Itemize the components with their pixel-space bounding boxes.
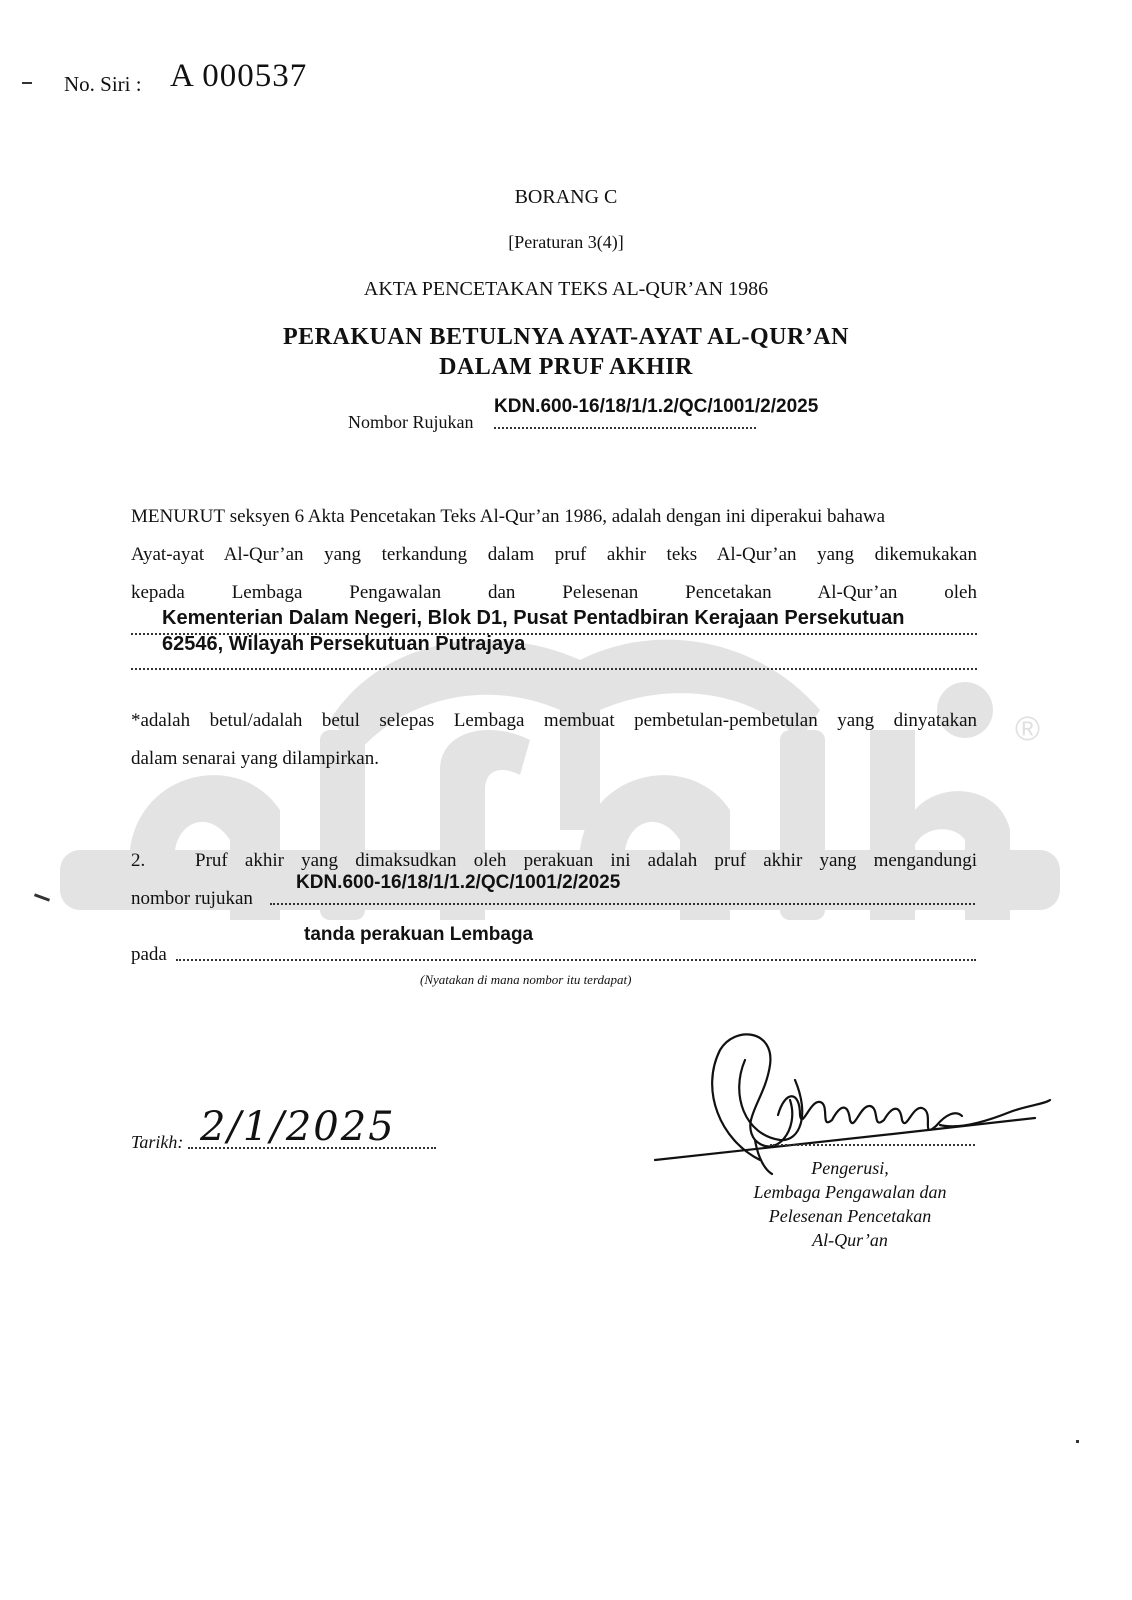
paragraph3-line1-text: Pruf akhir yang dimaksudkan oleh perakuan ini adalah pruf akhir yang mengandungi xyxy=(195,850,977,871)
signatory-org-line1: Lembaga Pengawalan dan xyxy=(753,1182,947,1202)
form-name: BORANG C xyxy=(514,186,618,208)
handwritten-date: 2/1/2025 xyxy=(200,1104,396,1150)
paragraph3-reference-dotted-line xyxy=(270,902,975,905)
signatory-org-line3: Al-Qur’an xyxy=(812,1230,888,1250)
location-dotted-line xyxy=(176,958,976,961)
paragraph1-line3: kepada Lembaga Pengawalan dan Pelesenan Pencetakan Al-Qur’an oleh xyxy=(131,582,977,603)
certificate-title-line2: DALAM PRUF AKHIR xyxy=(439,354,693,380)
location-label: pada xyxy=(131,944,167,965)
signatory-title: Pengerusi, xyxy=(811,1158,889,1178)
reference-number-value: KDN.600-16/18/1/1.2/QC/1001/2/2025 xyxy=(494,396,819,417)
reference-label: Nombor Rujukan xyxy=(348,412,474,432)
paragraph1-lead-word: MENURUT xyxy=(131,506,225,527)
location-value: tanda perakuan Lembaga xyxy=(304,924,534,945)
serial-number: A 000537 xyxy=(170,58,308,94)
organization-dotted-line-2 xyxy=(131,667,977,670)
signature-dotted-line xyxy=(770,1143,975,1146)
scan-mark xyxy=(1076,1440,1079,1443)
paragraph3-reference-label: nombor rujukan xyxy=(131,888,253,909)
paragraph2-line2: dalam senarai yang dilampirkan. xyxy=(131,748,379,769)
act-title: AKTA PENCETAKAN TEKS AL-QUR’AN 1986 xyxy=(363,278,769,300)
paragraph3-number: 2. xyxy=(131,850,146,871)
paragraph3-reference-value: KDN.600-16/18/1/1.2/QC/1001/2/2025 xyxy=(296,872,621,893)
watermark-logo xyxy=(60,600,1060,1020)
paragraph2-line1: *adalah betul/adalah betul selepas Lembaga membuat pembetulan-pembetulan yang dinyatakan xyxy=(131,710,977,731)
paragraph1-line1-text: seksyen 6 Akta Pencetakan Teks Al-Qur’an 1986, adalah dengan ini diperakui bahawa xyxy=(224,506,886,527)
organization-address-line1: Kementerian Dalam Negeri, Blok D1, Pusat Pentadbiran Kerajaan Persekutuan xyxy=(162,607,905,629)
certificate-title-line1: PERAKUAN BETULNYA AYAT-AYAT AL-QUR’AN xyxy=(283,324,849,350)
paragraph1-line2: Ayat-ayat Al-Qur’an yang terkandung dalam pruf akhir teks Al-Qur’an yang dikemukakan xyxy=(131,544,977,565)
scan-mark xyxy=(34,893,50,901)
regulation-reference: [Peraturan 3(4)] xyxy=(508,232,624,252)
paragraph1-line1 xyxy=(131,498,977,536)
location-hint: (Nyatakan di mana nombor itu terdapat) xyxy=(420,972,632,987)
serial-label: No. Siri : xyxy=(64,72,142,96)
watermark-registered-mark: ® xyxy=(1015,710,1041,748)
organization-address-line2: 62546, Wilayah Persekutuan Putrajaya xyxy=(162,633,526,655)
signatory-org-line2: Pelesenan Pencetakan xyxy=(768,1206,932,1226)
scan-mark xyxy=(22,82,32,84)
date-label: Tarikh: xyxy=(131,1132,184,1152)
reference-dotted-line xyxy=(494,426,756,429)
